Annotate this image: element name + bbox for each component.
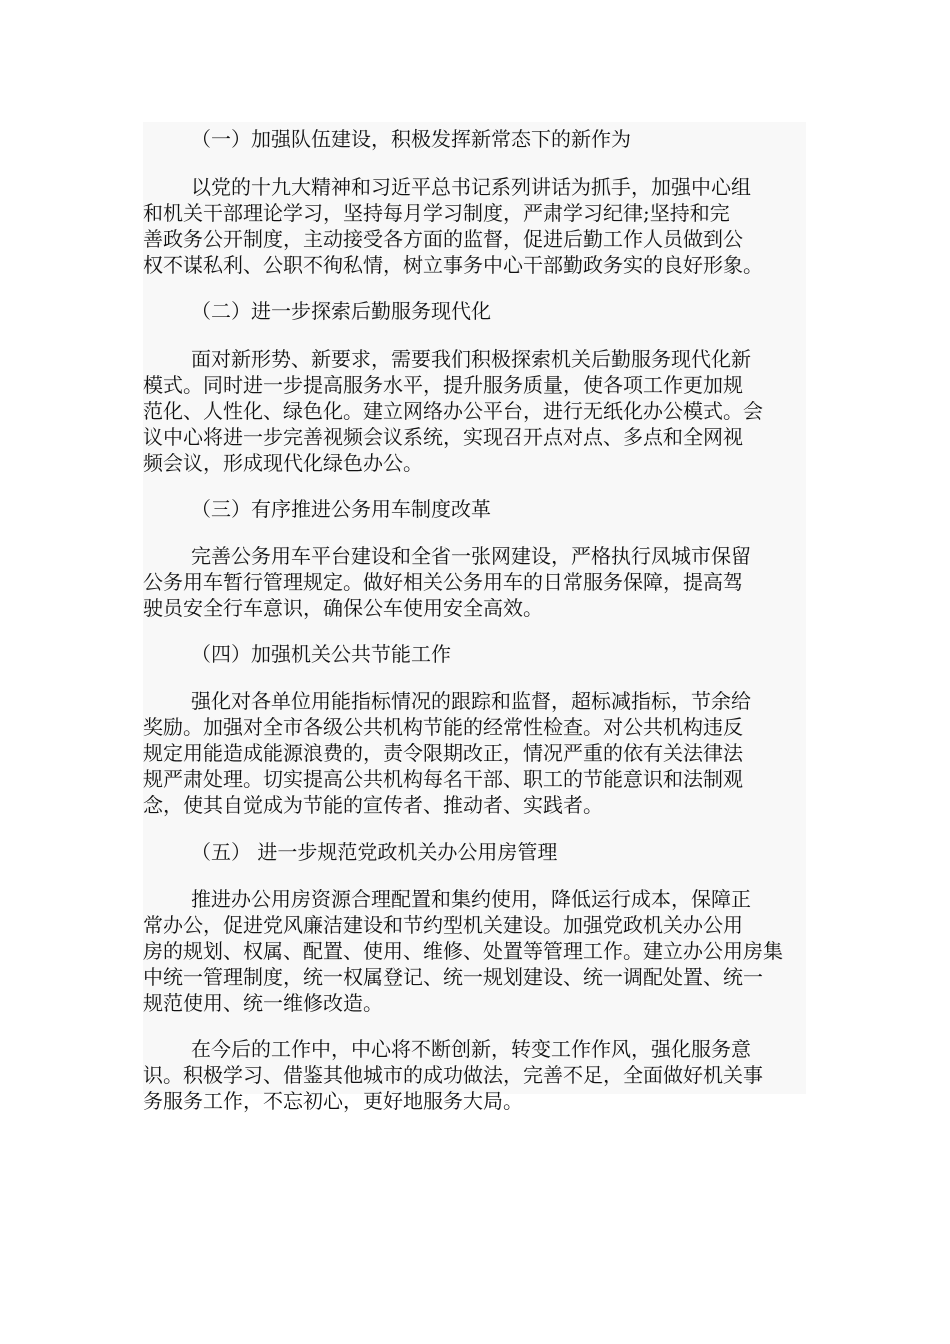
- paragraph-line: 识。积极学习、借鉴其他城市的成功做法，完善不足，全面做好机关事: [143, 1063, 763, 1087]
- paragraph-line: 在今后的工作中，中心将不断创新，转变工作作风，强化服务意: [191, 1037, 751, 1061]
- section-heading-3: （三）有序推进公务用车制度改革: [191, 497, 491, 521]
- paragraph-line: 务服务工作，不忘初心，更好地服务大局。: [143, 1089, 523, 1113]
- paragraph-line: 奖励。加强对全市各级公共机构节能的经常性检查。对公共机构违反: [143, 715, 743, 739]
- paragraph-line: 念，使其自觉成为节能的宣传者、推动者、实践者。: [143, 793, 603, 817]
- paragraph-line: 驶员安全行车意识，确保公车使用安全高效。: [143, 596, 543, 620]
- paragraph-line: 善政务公开制度，主动接受各方面的监督，促进后勤工作人员做到公: [143, 227, 743, 251]
- section-heading-1: （一）加强队伍建设，积极发挥新常态下的新作为: [191, 127, 631, 151]
- document-text-block: [143, 122, 806, 1113]
- paragraph-line: 公务用车暂行管理规定。做好相关公务用车的日常服务保障，提高驾: [143, 570, 743, 594]
- paragraph-line: 权不谋私利、公职不徇私情，树立事务中心干部勤政务实的良好形象。: [143, 253, 763, 277]
- paragraph-line: 规定用能造成能源浪费的，责令限期改正，情况严重的依有关法律法: [143, 741, 743, 765]
- paragraph-line: 常办公，促进党风廉洁建设和节约型机关建设。加强党政机关办公用: [143, 913, 743, 937]
- section-heading-2: （二）进一步探索后勤服务现代化: [191, 299, 491, 323]
- paragraph-line: 范化、人性化、绿色化。建立网络办公平台，进行无纸化办公模式。会: [143, 399, 763, 423]
- paragraph-line: 频会议，形成现代化绿色办公。: [143, 451, 423, 475]
- paragraph-line: 和机关干部理论学习，坚持每月学习制度，严肃学习纪律;坚持和完: [143, 201, 730, 225]
- paragraph-line: 推进办公用房资源合理配置和集约使用，降低运行成本，保障正: [191, 887, 751, 911]
- paragraph-line: 面对新形势、新要求，需要我们积极探索机关后勤服务现代化新: [191, 347, 751, 371]
- paragraph-line: 议中心将进一步完善视频会议系统，实现召开点对点、多点和全网视: [143, 425, 743, 449]
- section-heading-4: （四）加强机关公共节能工作: [191, 642, 451, 666]
- paragraph-line: 规严肃处理。切实提高公共机构每名干部、职工的节能意识和法制观: [143, 767, 743, 791]
- paragraph-line: 模式。同时进一步提高服务水平，提升服务质量，使各项工作更加规: [143, 373, 743, 397]
- paragraph-line: 中统一管理制度，统一权属登记、统一规划建设、统一调配处置、统一: [143, 965, 763, 989]
- section-heading-5: （五） 进一步规范党政机关办公用房管理: [191, 840, 558, 864]
- paragraph-line: 规范使用、统一维修改造。: [143, 991, 383, 1015]
- paragraph-line: 完善公务用车平台建设和全省一张网建设，严格执行凤城市保留: [191, 544, 751, 568]
- paragraph-line: 以党的十九大精神和习近平总书记系列讲话为抓手，加强中心组: [191, 175, 751, 199]
- paragraph-line: 房的规划、权属、配置、使用、维修、处置等管理工作。建立办公用房集: [143, 939, 783, 963]
- paragraph-line: 强化对各单位用能指标情况的跟踪和监督，超标减指标，节余给: [191, 689, 751, 713]
